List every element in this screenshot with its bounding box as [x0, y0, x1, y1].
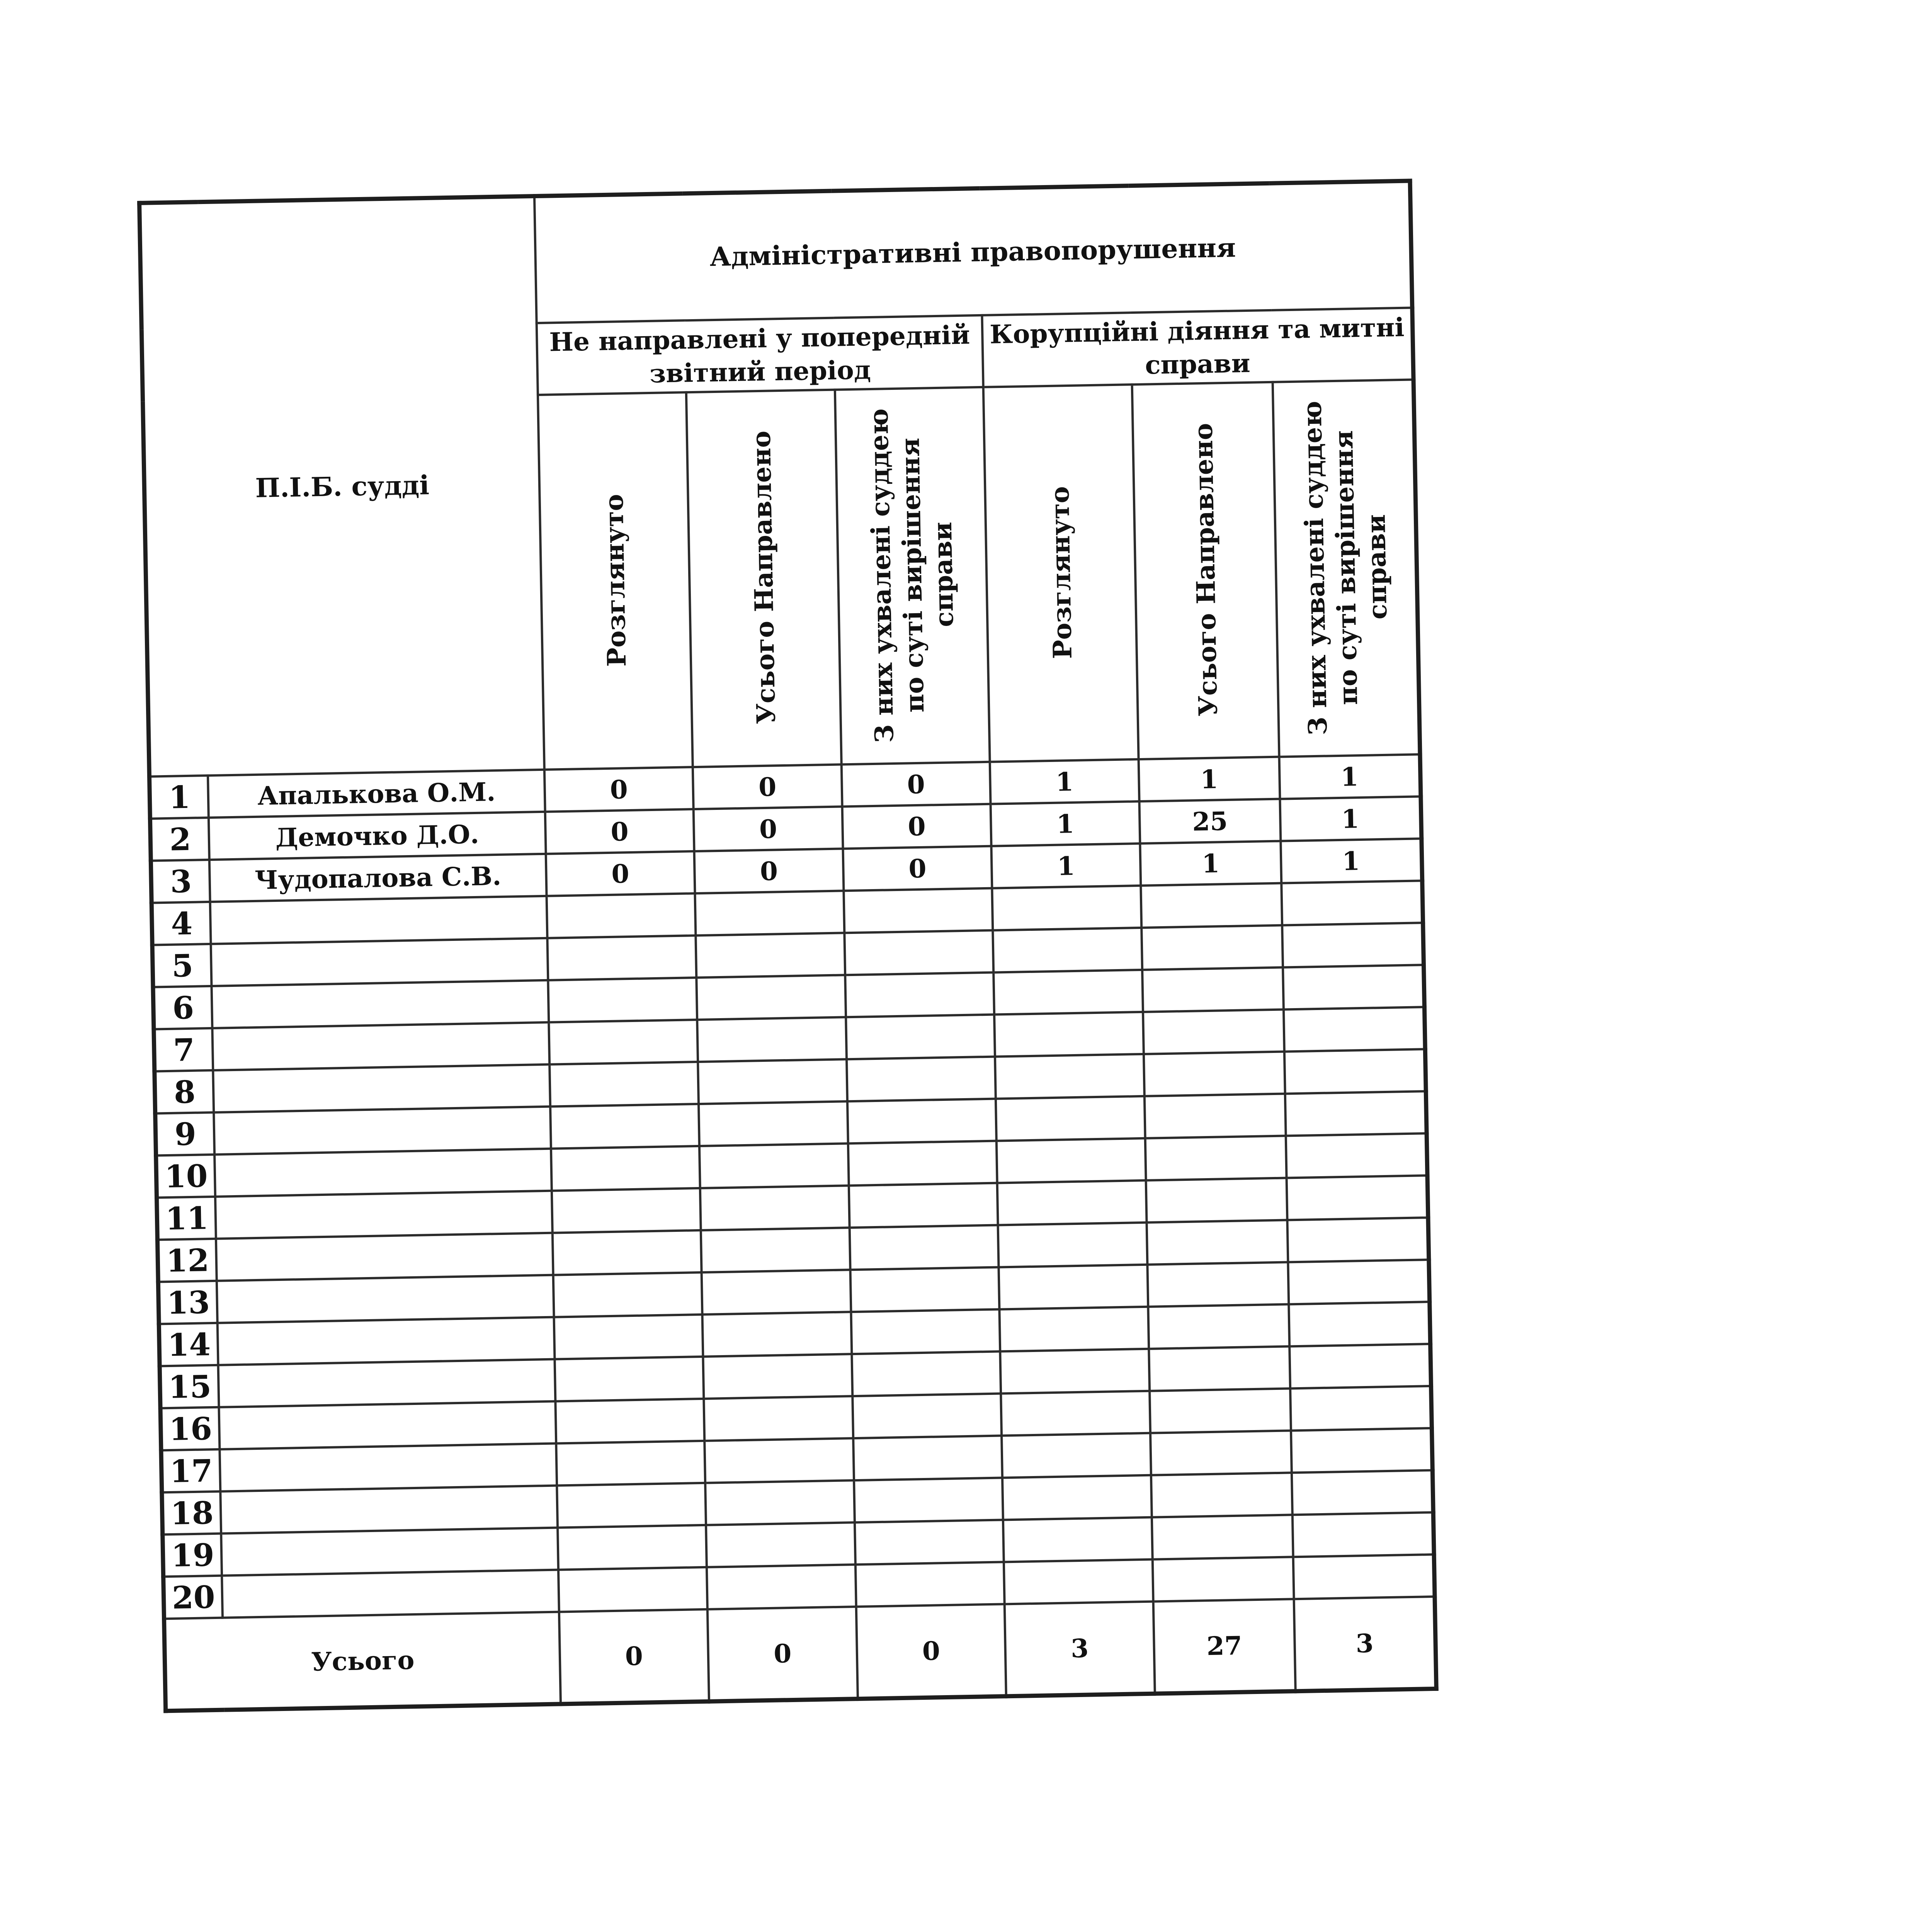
value-cell — [696, 933, 845, 978]
column-header-0 — [538, 392, 693, 770]
row-number: 7 — [154, 1028, 213, 1071]
value-cell — [1282, 923, 1423, 967]
value-cell — [558, 1567, 707, 1612]
value-cell — [1145, 1136, 1287, 1180]
row-number: 8 — [155, 1070, 214, 1114]
value-cell — [1148, 1304, 1289, 1349]
judge-name-cell: Демочко Д.О. — [209, 812, 546, 860]
column-header-label: З них ухвалені суддею по суті вирішення справи — [1297, 400, 1393, 736]
value-cell — [853, 1435, 1002, 1480]
value-cell — [1001, 1391, 1150, 1436]
judge-name-cell — [212, 980, 549, 1028]
row-number: 12 — [157, 1239, 217, 1282]
subgroup-header-1: Корупційні діяння та митні справи — [982, 308, 1413, 387]
value-cell — [1142, 968, 1284, 1012]
value-cell — [855, 1520, 1004, 1565]
value-cell — [1283, 965, 1424, 1009]
value-cell — [549, 1062, 699, 1107]
judge-name-cell: Апалькова О.М. — [208, 770, 545, 818]
judge-name-cell: Чудопалова С.В. — [209, 854, 546, 902]
total-value-cell: 3 — [1294, 1597, 1436, 1691]
row-number: 15 — [160, 1365, 219, 1408]
value-cell — [993, 928, 1142, 973]
value-cell — [1000, 1349, 1150, 1394]
value-cell — [550, 1104, 699, 1149]
value-cell — [1152, 1515, 1293, 1559]
value-cell — [1147, 1262, 1289, 1306]
judges-report-table — [137, 179, 1439, 1713]
row-number: 19 — [163, 1534, 222, 1577]
value-cell — [698, 1059, 847, 1104]
value-cell — [854, 1478, 1003, 1522]
value-cell — [554, 1315, 703, 1359]
value-cell — [702, 1312, 852, 1357]
value-cell — [849, 1225, 998, 1270]
value-cell: 0 — [693, 764, 842, 809]
value-cell — [1000, 1307, 1149, 1352]
value-cell — [1150, 1388, 1291, 1433]
value-cell — [1293, 1554, 1435, 1599]
judge-name-cell — [214, 1149, 551, 1197]
value-cell — [850, 1267, 999, 1312]
value-cell — [844, 930, 993, 975]
value-cell — [703, 1354, 852, 1399]
value-cell — [701, 1228, 850, 1272]
value-cell: 1 — [1279, 754, 1421, 799]
column-header-label: Розглянуто — [1044, 486, 1078, 659]
row-number: 20 — [163, 1576, 223, 1619]
judge-name-cell — [218, 1359, 555, 1407]
value-cell — [999, 1265, 1148, 1310]
value-cell — [1141, 883, 1282, 928]
value-cell — [1004, 1560, 1153, 1604]
column-header-5 — [1273, 379, 1420, 757]
value-cell — [1284, 1049, 1426, 1094]
value-cell — [847, 1099, 997, 1144]
value-cell — [848, 1141, 997, 1186]
value-cell: 1 — [1281, 838, 1422, 883]
value-cell — [547, 935, 696, 980]
total-value-cell: 0 — [559, 1609, 709, 1704]
row-number: 9 — [155, 1112, 215, 1156]
value-cell: 0 — [842, 804, 991, 849]
judge-name-cell — [213, 1065, 550, 1112]
value-cell: 0 — [694, 806, 843, 851]
value-cell — [1002, 1475, 1151, 1520]
value-cell — [700, 1185, 849, 1230]
value-cell — [845, 973, 994, 1017]
value-cell — [1289, 1302, 1430, 1346]
value-cell — [704, 1396, 853, 1441]
value-cell — [998, 1223, 1147, 1267]
value-cell — [553, 1272, 702, 1317]
value-cell — [558, 1525, 707, 1570]
judge-name-header: П.І.Б. судді — [139, 196, 544, 777]
value-cell — [851, 1309, 1000, 1354]
value-cell — [705, 1480, 854, 1525]
value-cell — [548, 978, 697, 1022]
value-cell — [1002, 1433, 1151, 1478]
row-number: 13 — [158, 1281, 218, 1324]
value-cell — [1144, 1052, 1285, 1096]
value-cell — [551, 1146, 700, 1191]
value-cell — [1287, 1175, 1428, 1220]
value-cell: 0 — [546, 851, 695, 896]
value-cell — [699, 1143, 849, 1188]
value-cell — [995, 1054, 1144, 1099]
value-cell — [1153, 1557, 1294, 1601]
column-header-1 — [686, 390, 841, 767]
value-cell — [555, 1399, 704, 1444]
row-number: 14 — [159, 1323, 218, 1366]
subgroup-header-0: Не направлені у попередній звітний період — [536, 315, 983, 395]
judge-name-cell — [214, 1107, 551, 1155]
value-cell — [1150, 1430, 1292, 1475]
value-cell — [1285, 1091, 1427, 1136]
value-cell — [846, 1015, 995, 1060]
value-cell — [1287, 1218, 1429, 1262]
value-cell — [1145, 1094, 1286, 1138]
row-number: 1 — [150, 776, 209, 819]
row-number: 3 — [151, 860, 210, 903]
value-cell: 0 — [843, 846, 992, 891]
total-label: Усього — [164, 1612, 561, 1711]
row-number: 5 — [152, 944, 212, 987]
value-cell: 0 — [694, 849, 844, 893]
column-header-label: Усього Направлено — [1188, 423, 1223, 717]
value-cell: 1 — [1138, 757, 1280, 801]
value-cell — [1141, 925, 1283, 970]
value-cell — [1146, 1178, 1287, 1222]
total-value-cell: 3 — [1005, 1602, 1155, 1696]
value-cell — [1151, 1473, 1293, 1517]
value-cell — [1281, 881, 1423, 925]
value-cell — [696, 975, 845, 1020]
judge-name-cell — [213, 1022, 549, 1070]
value-cell — [844, 888, 993, 933]
total-value-cell: 27 — [1153, 1599, 1295, 1694]
column-header-label: З них ухвалені суддею по суті вирішення справи — [863, 408, 959, 743]
value-cell — [1146, 1220, 1288, 1264]
value-cell — [697, 1017, 846, 1062]
value-cell: 25 — [1139, 799, 1281, 844]
judge-name-cell — [215, 1191, 552, 1239]
total-value-cell: 0 — [856, 1604, 1006, 1699]
value-cell: 1 — [992, 844, 1141, 888]
value-cell — [699, 1101, 848, 1146]
value-cell — [1284, 1007, 1425, 1051]
row-number: 18 — [162, 1492, 221, 1535]
value-cell — [557, 1483, 706, 1528]
value-cell: 0 — [841, 762, 990, 807]
value-cell — [1290, 1386, 1432, 1430]
value-cell — [996, 1096, 1145, 1141]
judge-name-cell — [217, 1275, 554, 1323]
value-cell — [551, 1188, 701, 1233]
value-cell — [852, 1393, 1002, 1438]
value-cell — [1289, 1344, 1431, 1388]
value-cell — [1288, 1260, 1429, 1304]
total-value-cell: 0 — [707, 1607, 858, 1701]
value-cell — [549, 1020, 698, 1065]
value-cell — [1291, 1428, 1432, 1473]
value-cell — [1003, 1517, 1152, 1562]
value-cell — [993, 970, 1143, 1015]
value-cell — [702, 1270, 851, 1315]
value-cell — [695, 891, 844, 935]
value-cell — [994, 1012, 1143, 1057]
row-number: 16 — [160, 1407, 220, 1451]
value-cell — [852, 1351, 1001, 1396]
value-cell — [552, 1230, 701, 1275]
value-cell — [704, 1438, 854, 1483]
column-header-label: Розглянуто — [599, 493, 632, 667]
column-header-3 — [983, 384, 1138, 762]
value-cell — [997, 1138, 1146, 1183]
judge-name-cell — [219, 1401, 556, 1449]
value-cell — [1292, 1470, 1433, 1515]
judge-name-cell — [221, 1486, 558, 1534]
report-sheet — [137, 179, 1439, 1713]
value-cell: 1 — [1280, 796, 1422, 841]
value-cell — [707, 1565, 856, 1609]
value-cell — [855, 1562, 1005, 1607]
value-cell — [992, 886, 1141, 930]
column-header-4 — [1132, 382, 1279, 759]
judge-name-cell — [210, 896, 547, 944]
judge-name-cell — [220, 1444, 557, 1492]
row-number: 4 — [151, 902, 211, 945]
value-cell — [997, 1180, 1146, 1225]
value-cell — [1286, 1133, 1427, 1178]
judge-name-cell — [222, 1570, 559, 1618]
judge-name-cell — [216, 1233, 553, 1281]
value-cell — [1149, 1346, 1290, 1391]
row-number: 17 — [161, 1449, 221, 1493]
value-cell — [554, 1357, 704, 1401]
group-title: Адміністративні правопорушення — [534, 181, 1412, 323]
value-cell: 1 — [991, 801, 1140, 846]
column-header-2 — [835, 387, 990, 765]
judge-name-cell — [211, 938, 548, 986]
value-cell — [849, 1183, 998, 1228]
judge-name-cell — [221, 1528, 558, 1576]
value-cell: 0 — [544, 767, 693, 812]
value-cell — [1293, 1512, 1434, 1557]
row-number: 2 — [150, 818, 209, 861]
value-cell — [706, 1522, 855, 1567]
judge-name-cell — [218, 1317, 554, 1365]
value-cell: 0 — [545, 809, 694, 854]
row-number: 6 — [153, 986, 213, 1029]
value-cell — [847, 1057, 996, 1102]
row-number: 10 — [156, 1155, 216, 1198]
value-cell — [556, 1441, 705, 1486]
row-number: 11 — [157, 1197, 216, 1240]
value-cell: 1 — [990, 759, 1139, 804]
value-cell — [546, 893, 696, 938]
value-cell: 1 — [1140, 841, 1281, 886]
value-cell — [1143, 1010, 1284, 1054]
column-header-label: Усього Направлено — [746, 430, 782, 725]
